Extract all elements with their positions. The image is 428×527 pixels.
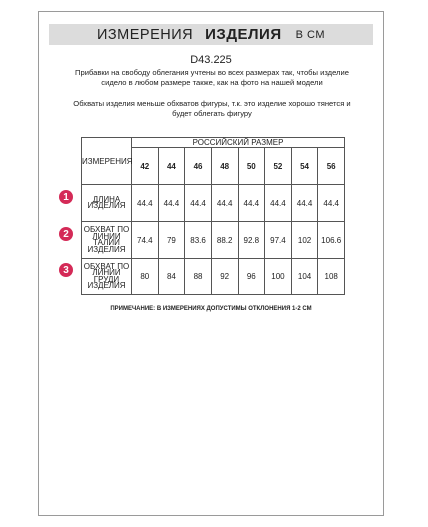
title-part-2: ИЗДЕЛИЯ <box>205 26 282 43</box>
table-cell: 44.4 <box>291 185 318 222</box>
size-header: 56 <box>318 148 345 185</box>
table-cell: 79 <box>158 222 185 259</box>
title-banner <box>49 24 373 45</box>
row-label-length: ДЛИНА ИЗДЕЛИЯ <box>82 185 132 222</box>
row-label-waist: ОБХВАТ ПО ЛИНИИ ТАЛИИ ИЗДЕЛИЯ <box>82 222 132 259</box>
table-cell: 104 <box>291 259 318 295</box>
table-cell: 44.4 <box>265 185 292 222</box>
row-label-chest: ОБХВАТ ПО ЛИНИИ ГРУДИ ИЗДЕЛИЯ <box>82 259 132 295</box>
size-header: 52 <box>265 148 292 185</box>
size-header: 48 <box>211 148 238 185</box>
table-cell: 92 <box>211 259 238 295</box>
table-cell: 44.4 <box>132 185 159 222</box>
table-cell: 84 <box>158 259 185 295</box>
size-header: 44 <box>158 148 185 185</box>
table-cell: 83.6 <box>185 222 212 259</box>
size-header: 50 <box>238 148 265 185</box>
table-cell: 92.8 <box>238 222 265 259</box>
table-cell: 80 <box>132 259 159 295</box>
size-chart-sheet <box>38 11 384 516</box>
table-cell: 88 <box>185 259 212 295</box>
table-cell: 108 <box>318 259 345 295</box>
fit-note: Прибавки на свободу облегания учтены во всех размерах так, чтобы изделие сидело в любом размере также, как на фото на нашей модели <box>75 68 349 87</box>
table-cell: 100 <box>265 259 292 295</box>
table-cell: 102 <box>291 222 318 259</box>
title-part-1: ИЗМЕРЕНИЯ <box>97 26 194 43</box>
row-number-badge: 3 <box>59 263 73 277</box>
size-header: 42 <box>132 148 159 185</box>
table-cell: 88.2 <box>211 222 238 259</box>
size-group-header: РОССИЙСКИЙ РАЗМЕР <box>132 138 345 148</box>
size-header: 54 <box>291 148 318 185</box>
table-cell: 44.4 <box>211 185 238 222</box>
table-row <box>82 185 345 222</box>
table-row <box>82 222 345 259</box>
size-header: 46 <box>185 148 212 185</box>
product-code: D43.225 <box>190 54 232 66</box>
table-cell: 106.6 <box>318 222 345 259</box>
table-cell: 96 <box>238 259 265 295</box>
title-unit: В СМ <box>295 28 325 41</box>
table-cell: 97.4 <box>265 222 292 259</box>
table-row <box>82 259 345 295</box>
measurements-table <box>81 137 345 295</box>
table-cell: 44.4 <box>318 185 345 222</box>
measure-header: ИЗМЕРЕНИЯ <box>82 138 132 185</box>
tolerance-note: ПРИМЕЧАНИЕ: В ИЗМЕРЕНИЯХ ДОПУСТИМЫ ОТКЛОНЕНИЯ 1-2 СМ <box>110 306 312 312</box>
table-cell: 44.4 <box>238 185 265 222</box>
row-number-badge: 2 <box>59 227 73 241</box>
stretch-note: Обхваты изделия меньше обхватов фигуры, т.к. это изделие хорошо тянется и будет облегать фигуру <box>73 99 351 118</box>
table-cell: 74.4 <box>132 222 159 259</box>
row-number-badge: 1 <box>59 190 73 204</box>
table-cell: 44.4 <box>158 185 185 222</box>
table-cell: 44.4 <box>185 185 212 222</box>
